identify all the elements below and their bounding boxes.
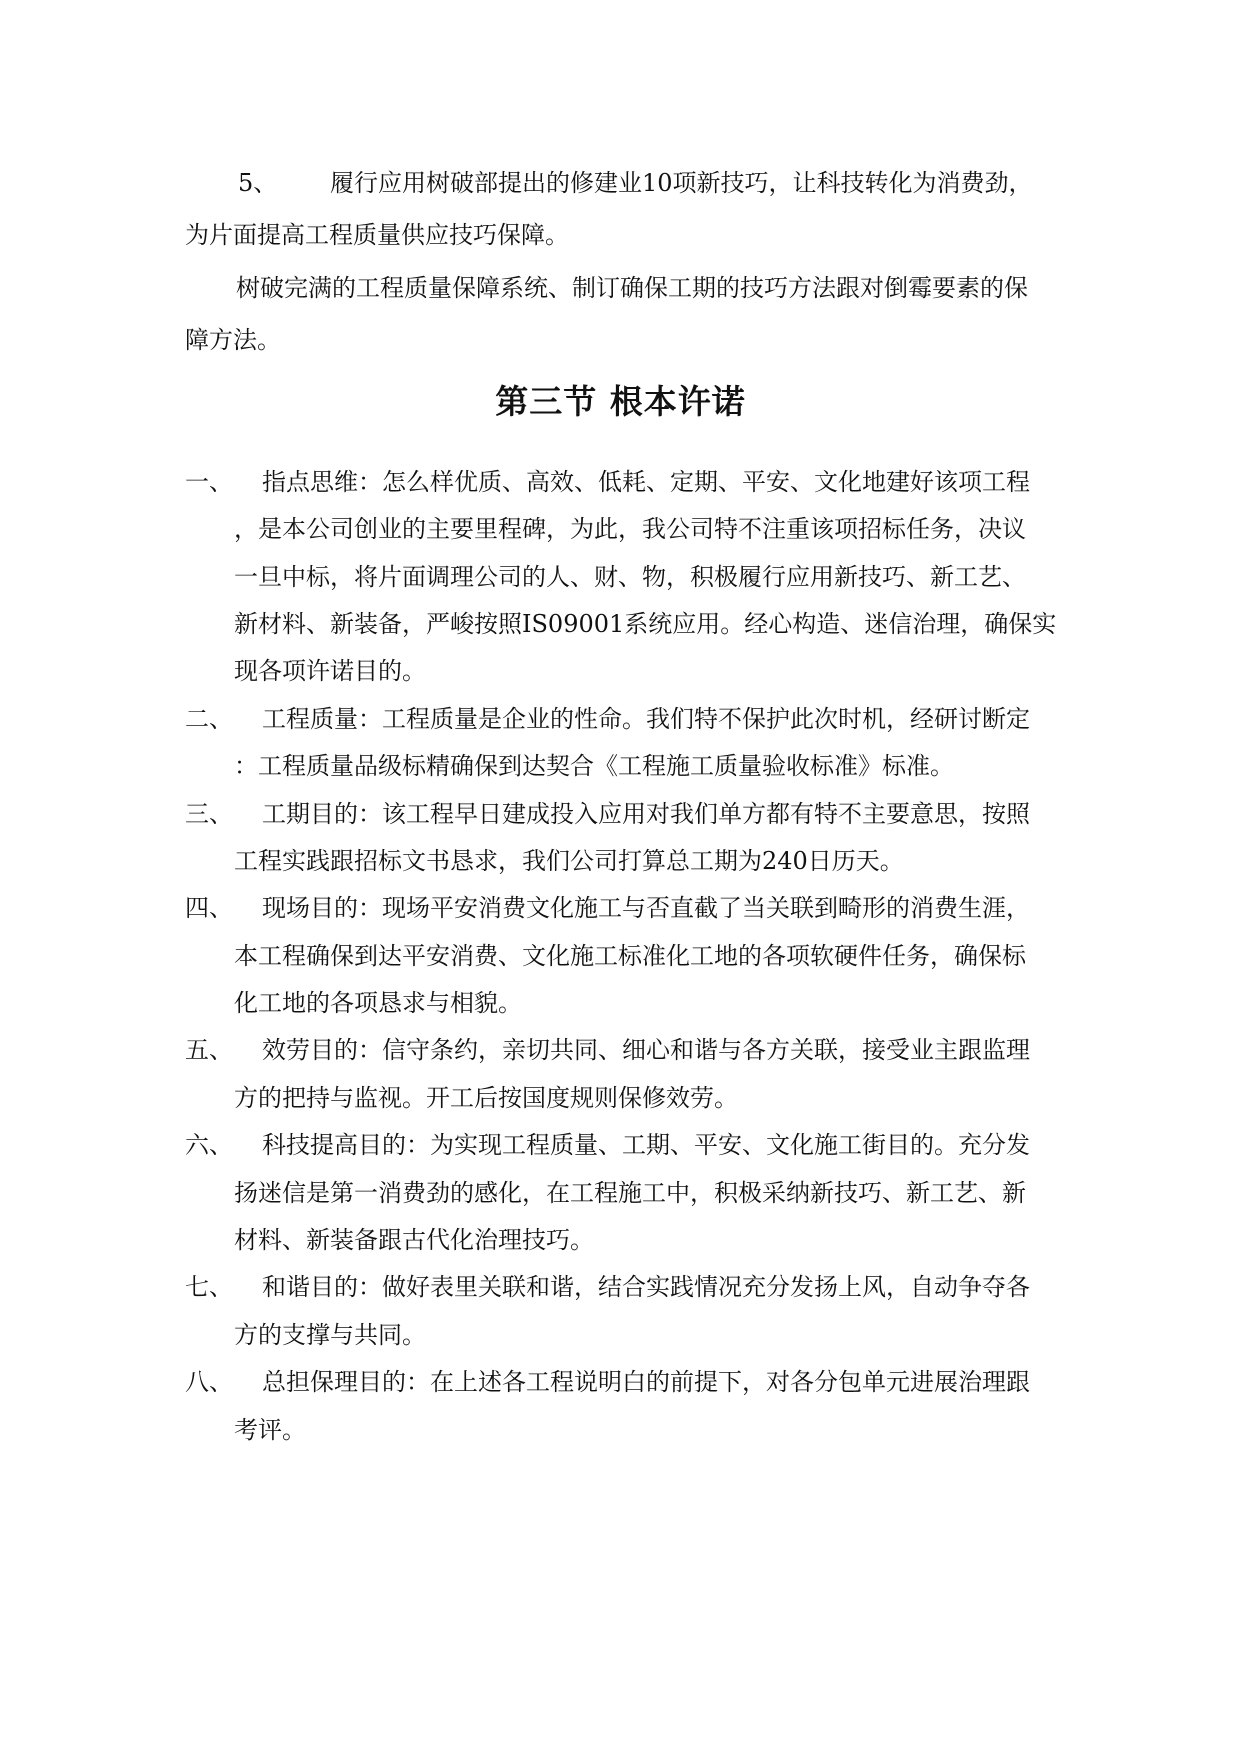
item-line: 工程实践跟招标文书恳求，我们公司打算总工期为240日历天。: [234, 847, 904, 875]
section-title: 第三节 根本许诺: [495, 382, 746, 421]
item-line: 工期目的：该工程早日建成投入应用对我们单方都有特不主要意思，按照: [262, 800, 1030, 828]
item-line: 考评。: [234, 1416, 306, 1444]
item-line: 材料、新装备跟古代化治理技巧。: [234, 1226, 594, 1254]
item-number: 五、: [185, 1036, 233, 1064]
item-line: 工程质量：工程质量是企业的性命。我们特不保护此次时机，经研讨断定: [262, 705, 1030, 733]
item-number: 六、: [185, 1131, 233, 1159]
item-line: 化工地的各项恳求与相貌。: [234, 989, 522, 1017]
intro-paragraph-line-2: 障方法。: [185, 326, 281, 354]
item-number: 一、: [185, 468, 233, 496]
item-number-5: 5、: [238, 169, 278, 197]
item-line: 扬迷信是第一消费劲的感化，在工程施工中，积极采纳新技巧、新工艺、新: [234, 1179, 1026, 1207]
item-line: 现场目的：现场平安消费文化施工与否直截了当关联到畸形的消费生涯，: [262, 894, 1030, 922]
item-line: 本工程确保到达平安消费、文化施工标准化工地的各项软硬件任务，确保标: [234, 942, 1026, 970]
item-line: 和谐目的：做好表里关联和谐，结合实践情况充分发扬上风，自动争夺各: [262, 1273, 1030, 1301]
item5-line-1: 履行应用树破部提出的修建业10项新技巧，让科技转化为消费劲，: [330, 169, 1033, 197]
item-line: 总担保理目的：在上述各工程说明白的前提下，对各分包单元进展治理跟: [262, 1368, 1030, 1396]
item-line: 现各项许诺目的。: [234, 657, 426, 685]
item-line: ，是本公司创业的主要里程碑，为此，我公司特不注重该项招标任务，决议: [234, 515, 1026, 543]
item-number: 八、: [185, 1368, 233, 1396]
item-number: 二、: [185, 705, 233, 733]
item-number: 四、: [185, 894, 233, 922]
item-line: ：工程质量品级标精确保到达契合《工程施工质量验收标准》标准。: [234, 752, 954, 780]
item-line: 新材料、新装备，严峻按照IS09001系统应用。经心构造、迷信治理，确保实: [234, 610, 1057, 638]
item-line: 方的把持与监视。开工后按国度规则保修效劳。: [234, 1084, 738, 1112]
item-line: 指点思维：怎么样优质、高效、低耗、定期、平安、文化地建好该项工程: [262, 468, 1030, 496]
item-line: 方的支撑与共同。: [234, 1321, 426, 1349]
item-number: 三、: [185, 800, 233, 828]
item5-line-2: 为片面提高工程质量供应技巧保障。: [185, 221, 569, 249]
item-line: 科技提高目的：为实现工程质量、工期、平安、文化施工街目的。充分发: [262, 1131, 1030, 1159]
item-line: 一旦中标，将片面调理公司的人、财、物，积极履行应用新技巧、新工艺、: [234, 563, 1026, 591]
item-line: 效劳目的：信守条约，亲切共同、细心和谐与各方关联，接受业主跟监理: [262, 1036, 1030, 1064]
item-number: 七、: [185, 1273, 233, 1301]
intro-paragraph-line-1: 树破完满的工程质量保障系统、制订确保工期的技巧方法跟对倒霉要素的保: [236, 274, 1028, 302]
